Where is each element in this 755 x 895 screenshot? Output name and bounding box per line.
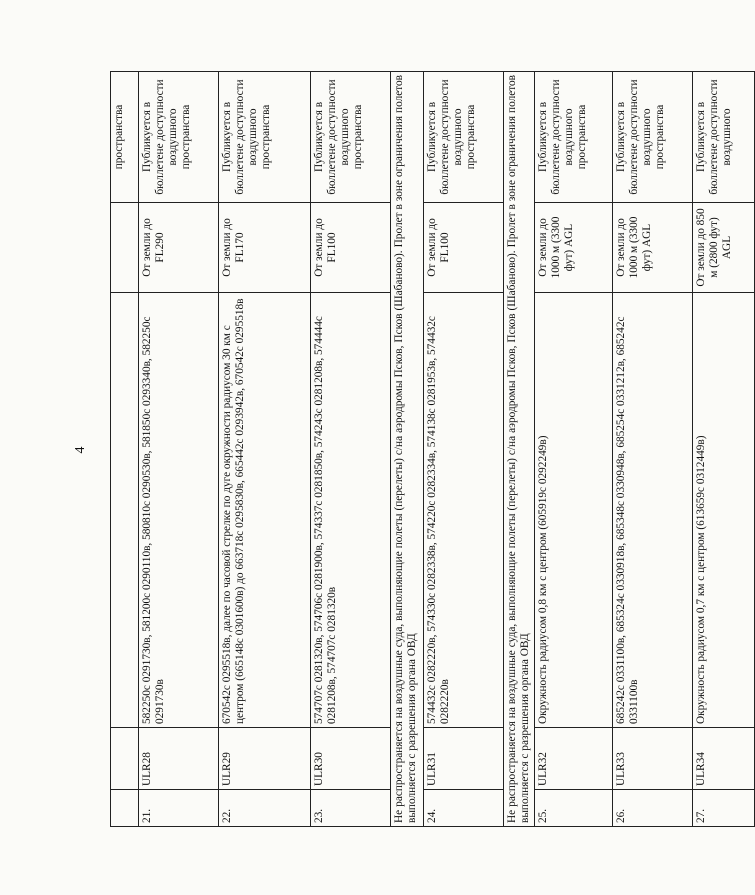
num-cell [111,790,139,827]
restricted-zones-table [110,71,755,827]
zone-cell: ULR29 [219,728,311,790]
zone-cell: ULR30 [311,728,391,790]
note-cell: пространства [111,72,139,203]
table-row [613,72,693,827]
num-cell: 26. [613,790,693,827]
note-cell: Публикуется в бюллетене доступности воздушного пространства [219,72,311,203]
zone-cell: ULR28 [139,728,219,790]
num-cell: 21. [139,790,219,827]
coords-cell: 670542с 0295518в, далее по часовой стрелке по дуге окружности радиусом 30 км с центром (665148с 0301600в) до 663718с 0295830в, 665442с 0293942в, 670542с 0295518в [219,293,311,728]
note-cell: Публикуется в бюллетене доступности воздушного пространства [613,72,693,203]
zone-cell: ULR32 [535,728,613,790]
zone-cell [111,728,139,790]
table-row [311,72,391,827]
coords-cell: Окружность радиусом 0,7 км с центром (613659с 0312449в) [693,293,755,728]
note-cell: Публикуется в бюллетене доступности воздушного [693,72,755,203]
coords-cell: 574707с 0281320в, 574706с 0281900в, 574337с 0281850в, 574243с 0281208в, 574444с 0281208в, 574707с 0281320в [311,293,391,728]
table-row [693,72,755,827]
num-cell: 23. [311,790,391,827]
table-row [424,72,504,827]
coords-cell: 582250с 0291730в, 581200с 0290110в, 580810с 0290530в, 581850с 0293340в, 582250с 0291730в [139,293,219,728]
zone-cell: ULR34 [693,728,755,790]
note-cell: Публикуется в бюллетене доступности воздушного пространства [139,72,219,203]
table-body [111,72,755,827]
num-cell: 25. [535,790,613,827]
height-cell [111,203,139,293]
height-cell: От земли до FL290 [139,203,219,293]
span-note-cell: Не распространяется на воздушные суда, выполняющие полеты (перелеты) с/на аэродромы Псков, Псков (Шабаново). Пролет в зоне ограничения полетов выполняется с разрешения органа ОВД [504,72,535,827]
num-cell: 27. [693,790,755,827]
coords-cell: Окружность радиусом 0,8 км с центром (605919с 0292249в) [535,293,613,728]
coords-cell: 574432с 0282220в, 574330с 0282338в, 574220с 0282334в, 574138с 0281953в, 574432с 0282220в [424,293,504,728]
table-row [535,72,613,827]
table-row-note [391,72,424,827]
height-cell: От земли до FL100 [424,203,504,293]
num-cell: 24. [424,790,504,827]
note-cell: Публикуется в бюллетене доступности воздушного пространства [535,72,613,203]
height-cell: От земли до 1000 м (3300 фут) AGL [535,203,613,293]
rotated-table-wrapper [110,72,733,827]
coords-cell [111,293,139,728]
zone-cell: ULR31 [424,728,504,790]
span-note-cell: Не распространяется на воздушные суда, выполняющие полеты (перелеты) с/на аэродромы Псков, Псков (Шабаново). Пролет в зоне ограничения полетов выполняется с разрешения органа ОВД [391,72,424,827]
height-cell: От земли до FL100 [311,203,391,293]
height-cell: От земли до 1000 м (3300 фут) AGL [613,203,693,293]
coords-cell: 685242с 0331100в, 685324с 0330918в, 685348с 0330948в, 685254с 0331212в, 685242с 0331100в [613,293,693,728]
note-cell: Публикуется в бюллетене доступности воздушного пространства [424,72,504,203]
table-row [139,72,219,827]
table-row [219,72,311,827]
table-row-fragment [111,72,139,827]
height-cell: От земли до 850 м (2800 фут) AGL [693,203,755,293]
num-cell: 22. [219,790,311,827]
note-cell: Публикуется в бюллетене доступности воздушного пространства [311,72,391,203]
page-number: 4 [73,446,88,454]
table-row-note [504,72,535,827]
zone-cell: ULR33 [613,728,693,790]
height-cell: От земли до FL170 [219,203,311,293]
